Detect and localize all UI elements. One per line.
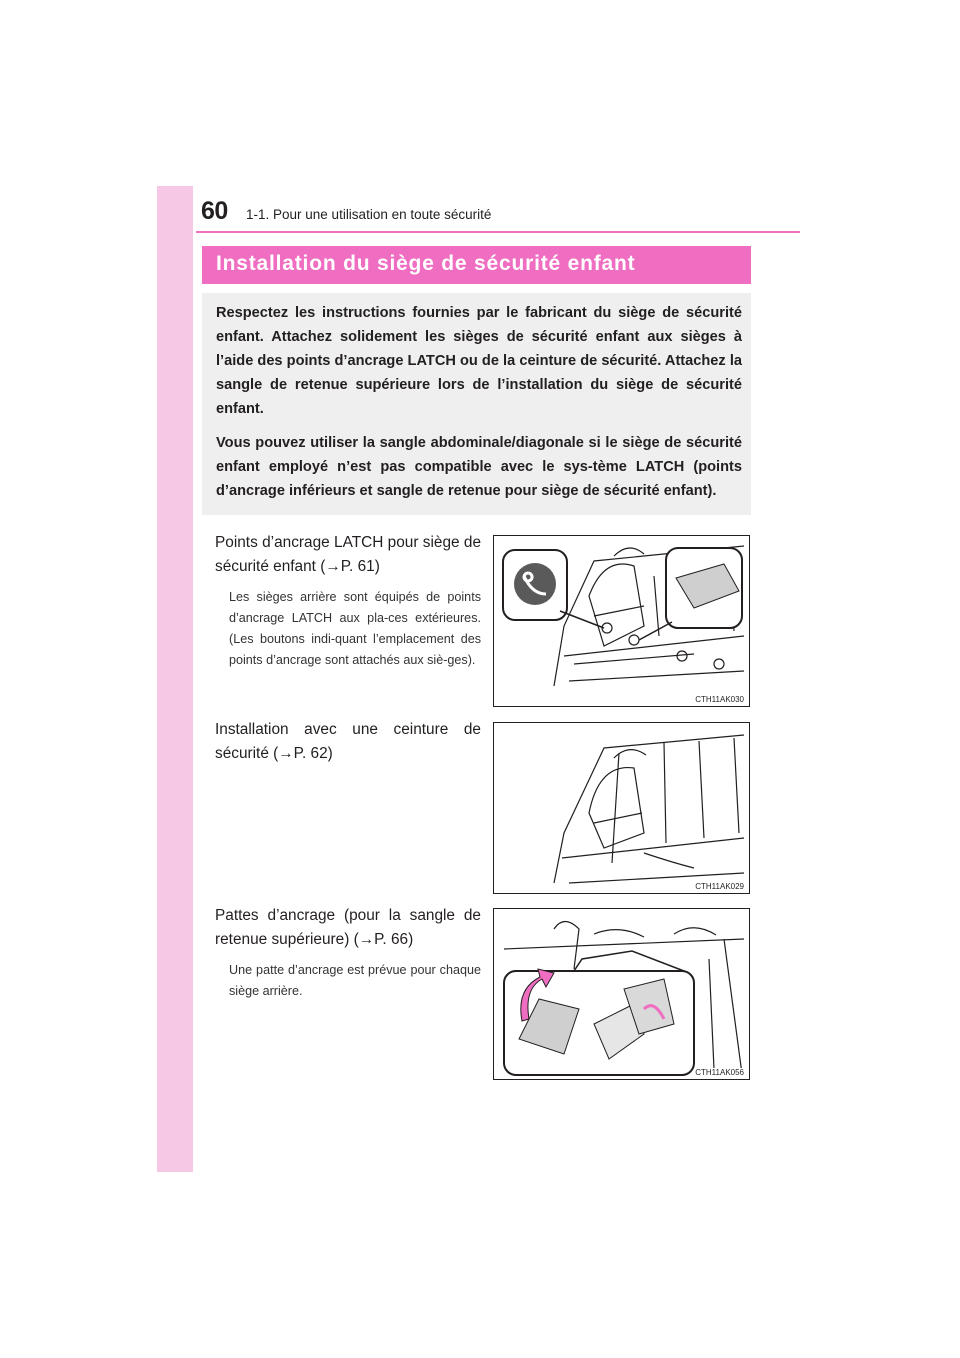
item-lead: Pattes d’ancrage (pour la sangle de retenue supérieure) (→P. 66) [215,907,481,948]
figure-code: CTH11AK029 [695,882,744,891]
figure-seat-belt-install [493,722,750,894]
item-seat-belt-install [215,718,481,774]
intro-paragraph-2: Vous pouvez utiliser la sangle abdominale/diagonale si le siège de sécurité enfant employé n’est pas compatible avec le sys-tème LATCH (points d’ancrage inférieurs et sangle de retenue pour siège de sécurité enfant). [216,435,742,499]
item-description: Les sièges arrière sont équipés de points d’ancrage LATCH aux pla-ces extérieures. (Les boutons indi-quant l’emplacement des points d’ancrage sont attachés aux siè-ges). [229,590,481,667]
page-number: 60 [201,197,228,225]
child-seat-button-icon [514,563,556,605]
chapter-title: 1-1. Pour une utilisation en toute sécurité [246,207,492,222]
intro-paragraph-1: Respectez les instructions fournies par le fabricant du siège de sécurité enfant. Attachez solidement les sièges de sécurité enfant aux sièges à l’aide des points d’ancrage LATCH ou de la ceinture de sécurité. Attachez la sangle de retenue supérieure lors de l’installation du siège de sécurité enfant. [216,305,742,417]
figure-code: CTH11AK030 [695,695,744,704]
latch-seat-illustration [494,536,750,707]
section-title-bar [202,246,751,284]
item-lead: Installation avec une ceinture de sécurité (→P. 62) [215,721,481,762]
seat-belt-illustration [494,723,750,894]
figure-code: CTH11AK056 [695,1068,744,1077]
item-lead: Points d’ancrage LATCH pour siège de sécurité enfant (→P. 61) [215,534,481,575]
item-latch-anchors [215,531,481,671]
section-title: Installation du siège de sécurité enfant [216,252,636,275]
anchor-bracket-illustration [494,909,750,1080]
item-description: Une patte d’ancrage est prévue pour chaque siège arrière. [229,963,481,998]
figure-anchor-brackets [493,908,750,1080]
figure-latch-anchors [493,535,750,707]
intro-box [202,293,751,515]
item-anchor-brackets [215,904,481,1002]
header-divider [196,231,800,233]
chapter-side-band [157,186,193,1172]
